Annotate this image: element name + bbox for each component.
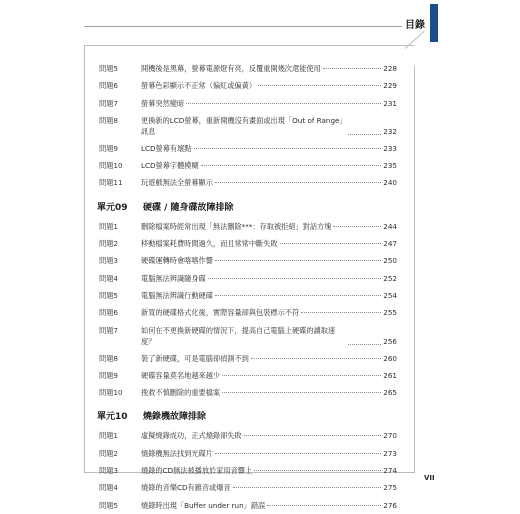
- toc-entry[interactable]: [97, 95, 397, 112]
- entry-body: [141, 497, 397, 514]
- dot-leader: [215, 295, 381, 296]
- unit-number: 單元09: [97, 202, 128, 213]
- entry-body: [141, 462, 397, 479]
- entry-body: [141, 287, 397, 304]
- header-title: 目錄: [402, 14, 428, 32]
- entry-body: [141, 77, 397, 94]
- header-rule: [84, 26, 414, 27]
- page-ref: 231: [383, 98, 397, 108]
- header-accent-bar: [430, 4, 438, 42]
- entry-body: [141, 157, 397, 174]
- toc-entry[interactable]: [97, 462, 397, 479]
- unit-number: 單元10: [97, 412, 128, 423]
- entry-body: [141, 350, 397, 367]
- entry-body: [141, 304, 397, 321]
- dot-leader: [348, 344, 381, 345]
- dot-leader: [208, 278, 381, 279]
- dot-leader: [254, 470, 381, 471]
- question-title: 硬碟容量莫名地越來越少: [141, 370, 221, 380]
- page-ref: 270: [383, 431, 397, 441]
- dot-leader: [201, 165, 381, 166]
- question-title: 挽救不慎刪除的重要檔案: [141, 388, 221, 398]
- frame-right-border: [414, 66, 415, 473]
- entry-body: [141, 325, 397, 347]
- page-number: VII: [424, 474, 435, 482]
- unit-heading: [97, 200, 397, 216]
- toc-entry[interactable]: [97, 157, 397, 174]
- page-ref: 229: [383, 81, 397, 91]
- entry-body: [141, 445, 397, 462]
- dot-leader: [280, 243, 381, 244]
- entry-body: [141, 367, 397, 384]
- question-number: 問題2: [99, 448, 118, 458]
- frame-left-border: [84, 45, 85, 473]
- question-title: 燒錄的CD無法被播放於家用音響上: [141, 466, 253, 476]
- toc-entry[interactable]: [97, 427, 397, 444]
- question-title: 螢幕色彩顯示不正常（偏紅或偏黃）: [141, 81, 257, 91]
- question-number: 問題5: [99, 64, 118, 73]
- question-number: 問題8: [99, 115, 118, 125]
- question-title: LCD螢幕字體模糊: [141, 161, 199, 171]
- question-title: 更換新的LCD螢幕，重新開機沒有畫面或出現「Out of Range」訊息: [141, 115, 344, 136]
- question-number: 問題10: [99, 388, 123, 398]
- entry-body: [141, 270, 397, 287]
- toc-entry[interactable]: [97, 367, 397, 384]
- question-title: 移動檔案耗費時間過久，而且常常中斷失敗: [141, 239, 278, 249]
- question-number: 問題7: [99, 325, 118, 335]
- page-ref: 274: [383, 466, 397, 476]
- toc-entry[interactable]: [97, 479, 397, 496]
- question-title: 新買的硬碟格式化後，實際容量卻與包裝標示不符: [141, 308, 300, 318]
- question-number: 問題9: [99, 143, 118, 153]
- toc-entry[interactable]: [97, 112, 397, 140]
- frame-corner-cut: [405, 31, 425, 49]
- dot-leader: [222, 392, 381, 393]
- question-title: 燒錄的音樂CD有雜音或爆音: [141, 483, 231, 493]
- dot-leader: [301, 312, 381, 313]
- question-number: 問題9: [99, 370, 118, 380]
- toc-entry[interactable]: [97, 270, 397, 287]
- question-number: 問題4: [99, 483, 118, 493]
- dot-leader: [222, 375, 381, 376]
- entry-body: [141, 384, 397, 401]
- toc-entry[interactable]: [97, 60, 397, 77]
- question-number: 問題3: [99, 466, 118, 476]
- question-title: 燒錄機無法找到光碟片: [141, 448, 213, 458]
- toc-entry[interactable]: [97, 497, 397, 514]
- dot-leader: [323, 68, 381, 69]
- unit-title: 硬碟 / 隨身碟故障排除: [143, 202, 234, 213]
- question-number: 問題6: [99, 308, 118, 318]
- dot-leader: [186, 103, 381, 104]
- question-title: 螢幕突然變暗: [141, 98, 185, 108]
- question-title: 燒錄時出現「Buffer under run」錯誤: [141, 500, 266, 510]
- dot-leader: [233, 487, 381, 488]
- toc-entry[interactable]: [97, 140, 397, 157]
- question-title: 刪除檔案時經常出現「無法刪除***：存取被拒絕」對話方塊: [141, 221, 332, 231]
- page-ref: 228: [383, 64, 397, 73]
- question-number: 問題6: [99, 81, 118, 91]
- toc-entry[interactable]: [97, 77, 397, 94]
- question-number: 問題10: [99, 161, 123, 171]
- dot-leader: [244, 435, 381, 436]
- page-ref: 265: [383, 388, 397, 398]
- dot-leader: [333, 226, 381, 227]
- unit-heading: [97, 409, 397, 425]
- page-ref: 260: [383, 353, 397, 363]
- unit-title: 燒錄機故障排除: [143, 412, 207, 423]
- question-number: 問題3: [99, 256, 118, 266]
- dot-leader: [251, 358, 381, 359]
- toc-entry[interactable]: [97, 304, 397, 321]
- toc-entry[interactable]: [97, 322, 397, 350]
- page-ref: 275: [383, 483, 397, 493]
- question-title: LCD螢幕有壞點: [141, 143, 192, 153]
- entry-body: [141, 479, 397, 496]
- entry-body: [141, 218, 397, 235]
- entry-body: [141, 140, 397, 157]
- toc-entry[interactable]: [97, 252, 397, 269]
- page-ref: 247: [383, 239, 397, 249]
- dot-leader: [215, 260, 381, 261]
- question-title: 電腦無法辨識行動硬碟: [141, 290, 213, 300]
- question-number: 問題11: [99, 178, 123, 188]
- question-number: 問題5: [99, 290, 118, 300]
- toc-entry[interactable]: [97, 384, 397, 401]
- dot-leader: [258, 85, 381, 86]
- dot-leader: [215, 182, 381, 183]
- question-title: 硬碟運轉時會喀喀作響: [141, 256, 213, 266]
- toc-entry[interactable]: [97, 350, 397, 367]
- page-ref: 232: [383, 126, 397, 136]
- question-title: 虛擬燒錄成功，正式燒錄卻失敗: [141, 431, 242, 441]
- toc-entry[interactable]: [97, 218, 397, 235]
- dot-leader: [215, 453, 381, 454]
- question-title: 如何在不更換新硬碟的情況下，提高自己電腦上硬碟的讀取速度？: [141, 325, 336, 346]
- dot-leader: [267, 505, 381, 506]
- page-ref: 235: [383, 161, 397, 171]
- entry-body: [141, 174, 397, 191]
- entry-body: [141, 252, 397, 269]
- question-title: 玩遊戲無法全螢幕顯示: [141, 178, 213, 188]
- dot-leader: [194, 148, 382, 149]
- toc-entry[interactable]: [97, 445, 397, 462]
- page-ref: 244: [383, 221, 397, 231]
- page-ref: 240: [383, 178, 397, 188]
- question-title: 裝了新硬碟，可是電腦卻偵測不到: [141, 353, 249, 363]
- page-ref: 276: [383, 500, 397, 510]
- toc-entry[interactable]: [97, 287, 397, 304]
- page-ref: 255: [383, 308, 397, 318]
- question-number: 問題1: [99, 431, 118, 441]
- entry-body: [141, 95, 397, 112]
- page-ref: 261: [383, 370, 397, 380]
- question-title: 開機後是黑幕，螢幕電源燈有亮，反覆重開幾次還能使用: [141, 64, 321, 73]
- toc-entry[interactable]: [97, 174, 397, 191]
- page-ref: 252: [383, 273, 397, 283]
- page-ref: 250: [383, 256, 397, 266]
- question-number: 問題1: [99, 221, 118, 231]
- question-number: 問題7: [99, 98, 118, 108]
- page-ref: 254: [383, 290, 397, 300]
- dot-leader: [348, 134, 381, 135]
- frame-top-border: [84, 45, 414, 46]
- entry-body: [141, 235, 397, 252]
- question-number: 問題8: [99, 353, 118, 363]
- question-number: 問題2: [99, 239, 118, 249]
- page-ref: 273: [383, 448, 397, 458]
- question-number: 問題4: [99, 273, 118, 283]
- table-of-contents: [97, 60, 397, 514]
- toc-entry[interactable]: [97, 235, 397, 252]
- entry-body: [141, 60, 397, 77]
- entry-body: [141, 427, 397, 444]
- question-title: 電腦無法辨識隨身碟: [141, 273, 206, 283]
- entry-body: [141, 115, 397, 137]
- question-number: 問題5: [99, 500, 118, 510]
- page-ref: 256: [383, 336, 397, 346]
- page-ref: 233: [383, 143, 397, 153]
